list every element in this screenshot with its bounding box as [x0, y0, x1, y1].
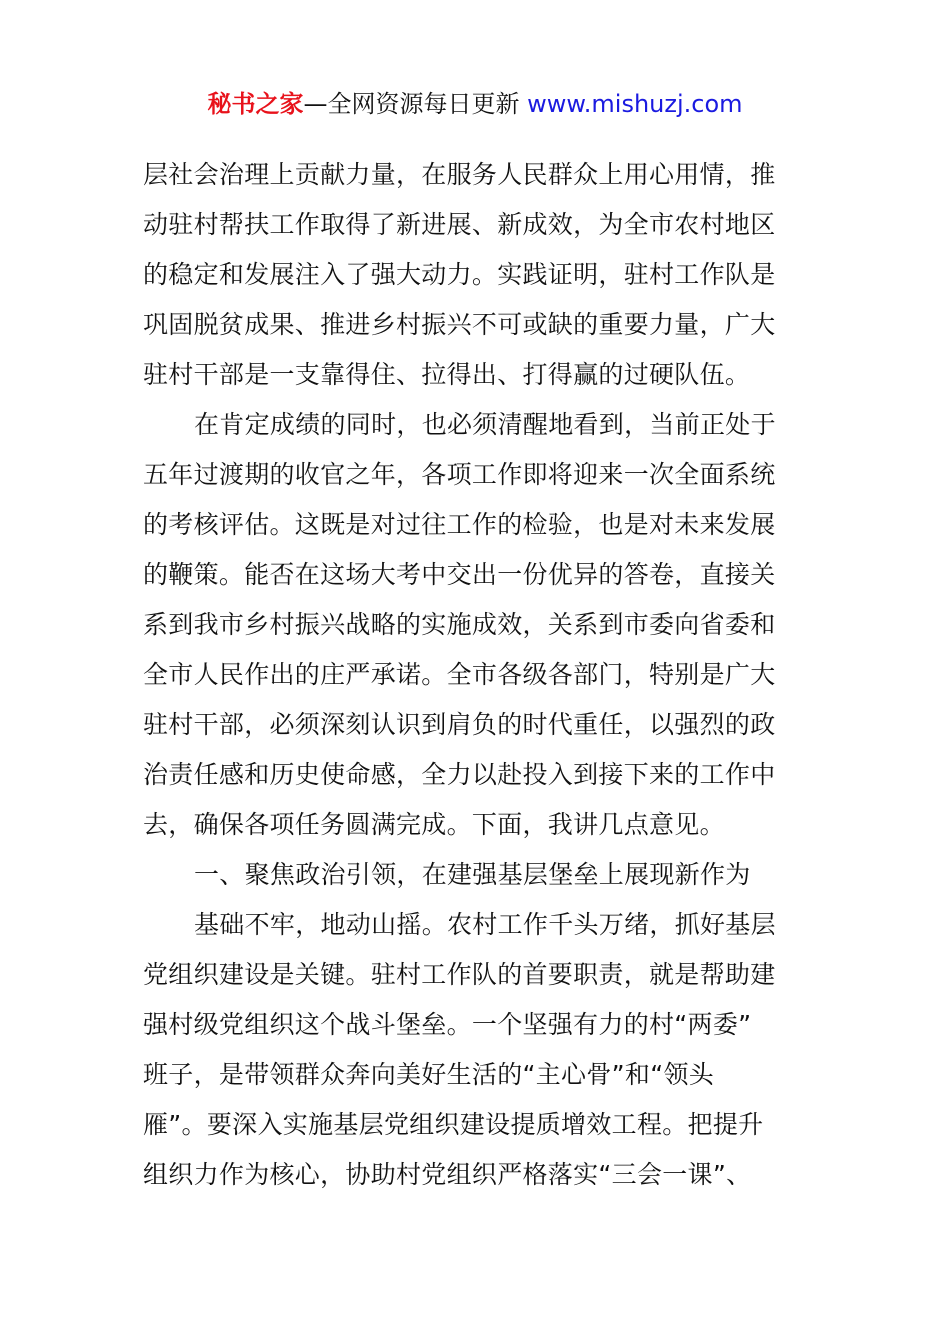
text-line: 的稳定和发展注入了强大动力。实践证明，驻村工作队是	[143, 260, 776, 289]
text-line: 五年过渡期的收官之年，各项工作即将迎来一次全面系统	[143, 460, 776, 489]
text-line: 驻村干部是一支靠得住、拉得出、打得赢的过硬队伍。	[143, 360, 751, 389]
document-body	[143, 150, 813, 1200]
text-line: 去，确保各项任务圆满完成。下面，我讲几点意见。	[143, 810, 725, 839]
text-line: 班子，是带领群众奔向美好生活的“主心骨”和“领头	[143, 1060, 715, 1089]
text-line: 治责任感和历史使命感，全力以赴投入到接下来的工作中	[143, 760, 776, 789]
text-line: 雁”。要深入实施基层党组织建设提质增效工程。把提升	[143, 1110, 764, 1139]
text-line: 巩固脱贫成果、推进乡村振兴不可或缺的重要力量，广大	[143, 310, 776, 339]
text-line: 的考核评估。这既是对过往工作的检验，也是对未来发展	[143, 510, 776, 539]
text-line: 系到我市乡村振兴战略的实施成效，关系到市委向省委和	[143, 610, 776, 639]
site-url[interactable]: www.mishuzj.com	[527, 90, 743, 118]
page-header	[0, 86, 950, 122]
header-tagline: —全网资源每日更新	[303, 90, 528, 118]
text-line: 在肯定成绩的同时，也必须清醒地看到，当前正处于	[194, 410, 776, 439]
text-line: 全市人民作出的庄严承诺。全市各级各部门，特别是广大	[143, 660, 776, 689]
text-line: 的鞭策。能否在这场大考中交出一份优异的答卷，直接关	[143, 560, 776, 589]
brand-name: 秘书之家	[207, 90, 304, 118]
section-heading: 一、聚焦政治引领，在建强基层堡垒上展现新作为	[194, 860, 751, 889]
text-line: 动驻村帮扶工作取得了新进展、新成效，为全市农村地区	[143, 210, 776, 239]
text-line: 强村级党组织这个战斗堡垒。一个坚强有力的村“两委”	[143, 1010, 752, 1039]
text-line: 驻村干部，必须深刻认识到肩负的时代重任，以强烈的政	[143, 710, 776, 739]
text-line: 党组织建设是关键。驻村工作队的首要职责，就是帮助建	[143, 960, 776, 989]
text-line: 组织力作为核心，协助村党组织严格落实“三会一课”、	[143, 1160, 752, 1189]
text-line: 层社会治理上贡献力量，在服务人民群众上用心用情，推	[143, 160, 776, 189]
text-line: 基础不牢，地动山摇。农村工作千头万绪，抓好基层	[194, 910, 776, 939]
